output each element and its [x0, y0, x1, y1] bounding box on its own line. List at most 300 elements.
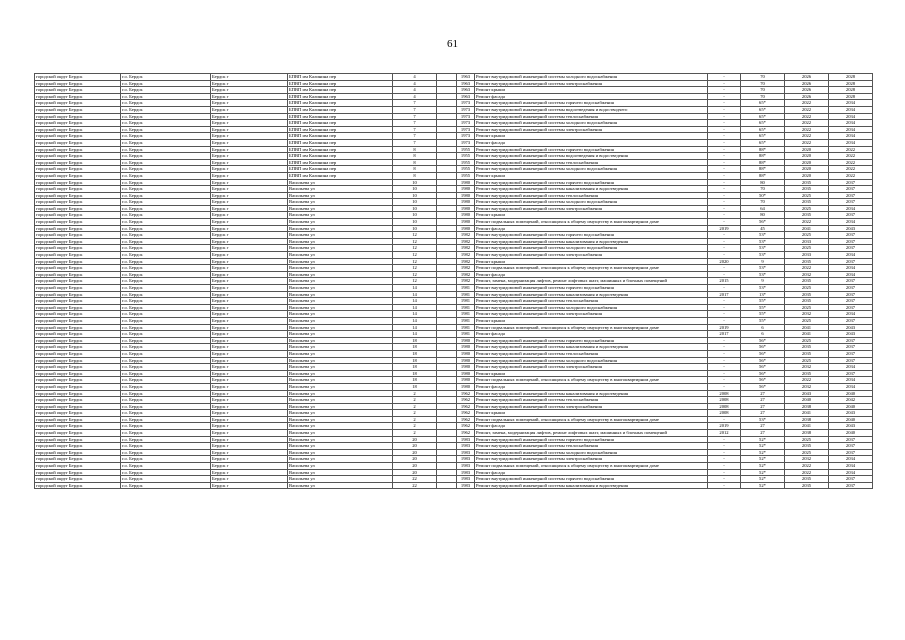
cell-wear-percent: 88*	[741, 146, 785, 153]
cell-district: городской округ Бердск	[35, 390, 121, 397]
cell-street: Васильева ул	[288, 285, 393, 292]
cell-last-repair-year: -	[708, 179, 741, 186]
cell-building	[437, 397, 457, 404]
cell-last-repair-year: -	[708, 106, 741, 113]
cell-wear-percent: 53*	[741, 285, 785, 292]
cell-plan-end: 2037	[829, 199, 873, 206]
cell-house: 14	[393, 291, 437, 298]
cell-year: 1982	[457, 265, 475, 272]
cell-wear-percent: 56*	[741, 219, 785, 226]
cell-settlement: Бердск г	[211, 212, 288, 219]
cell-municipality: г.о. Бердск	[121, 410, 211, 417]
cell-work-type: Ремонт внутридомовой инженерной системы канализования и водоотведения	[475, 291, 708, 298]
cell-last-repair-year: 2008	[708, 397, 741, 404]
cell-district: городской округ Бердск	[35, 377, 121, 384]
cell-wear-percent: 53*	[741, 245, 785, 252]
cell-house: 4	[393, 87, 437, 94]
cell-plan-end: 2034	[829, 311, 873, 318]
cell-district: городской округ Бердск	[35, 324, 121, 331]
cell-municipality: г.о. Бердск	[121, 436, 211, 443]
cell-settlement: Бердск г	[211, 238, 288, 245]
cell-street: Васильева ул	[288, 456, 393, 463]
cell-last-repair-year: -	[708, 271, 741, 278]
cell-street: Васильева ул	[288, 344, 393, 351]
cell-last-repair-year: -	[708, 436, 741, 443]
table-row	[35, 179, 873, 186]
cell-wear-percent: 52*	[741, 456, 785, 463]
cell-work-type: Ремонт внутридомовой инженерной системы канализования и водоотведения	[475, 390, 708, 397]
cell-plan-end: 2034	[829, 219, 873, 226]
cell-municipality: г.о. Бердск	[121, 397, 211, 404]
cell-wear-percent: 27	[741, 390, 785, 397]
cell-plan-start: 2025	[785, 436, 829, 443]
cell-wear-percent: 88*	[741, 172, 785, 179]
cell-district: городской округ Бердск	[35, 245, 121, 252]
cell-work-type: Ремонт крыши	[475, 410, 708, 417]
cell-year: 1982	[457, 238, 475, 245]
cell-last-repair-year: -	[708, 443, 741, 450]
cell-year: 1962	[457, 403, 475, 410]
cell-district: городской округ Бердск	[35, 350, 121, 357]
cell-street: БПВП им Калинина пер	[288, 166, 393, 173]
table-row	[35, 416, 873, 423]
cell-year: 1980	[457, 192, 475, 199]
cell-year: 1982	[457, 258, 475, 265]
table-row	[35, 463, 873, 470]
cell-district: городской округ Бердск	[35, 416, 121, 423]
cell-settlement: Бердск г	[211, 179, 288, 186]
table-row	[35, 311, 873, 318]
cell-wear-percent: 56*	[741, 383, 785, 390]
cell-municipality: г.о. Бердск	[121, 271, 211, 278]
table-row	[35, 278, 873, 285]
cell-district: городской округ Бердск	[35, 278, 121, 285]
table-row	[35, 482, 873, 489]
cell-house: 7	[393, 106, 437, 113]
cell-municipality: г.о. Бердск	[121, 192, 211, 199]
cell-wear-percent: 53*	[741, 416, 785, 423]
cell-district: городской округ Бердск	[35, 331, 121, 338]
cell-plan-end: 2037	[829, 370, 873, 377]
cell-building	[437, 232, 457, 239]
cell-settlement: Бердск г	[211, 416, 288, 423]
cell-street: БПВП им Калинина пер	[288, 139, 393, 146]
cell-year: 1962	[457, 410, 475, 417]
cell-last-repair-year: 2012	[708, 430, 741, 437]
cell-wear-percent: 52*	[741, 469, 785, 476]
cell-house: 14	[393, 285, 437, 292]
cell-municipality: г.о. Бердск	[121, 225, 211, 232]
cell-municipality: г.о. Бердск	[121, 74, 211, 81]
cell-year: 1980	[457, 205, 475, 212]
cell-plan-start: 2026	[785, 93, 829, 100]
cell-wear-percent: 70	[741, 199, 785, 206]
table-row	[35, 397, 873, 404]
cell-plan-end: 2034	[829, 133, 873, 140]
cell-building	[437, 476, 457, 483]
cell-municipality: г.о. Бердск	[121, 87, 211, 94]
cell-district: городской округ Бердск	[35, 403, 121, 410]
cell-year: 1981	[457, 304, 475, 311]
cell-plan-start: 2043	[785, 390, 829, 397]
cell-building	[437, 383, 457, 390]
cell-plan-start: 2026	[785, 74, 829, 81]
cell-municipality: г.о. Бердск	[121, 153, 211, 160]
cell-plan-end: 2022	[829, 166, 873, 173]
cell-wear-percent: 55*	[741, 311, 785, 318]
cell-settlement: Бердск г	[211, 357, 288, 364]
cell-year: 1981	[457, 298, 475, 305]
cell-house: 2	[393, 397, 437, 404]
cell-year: 1980	[457, 377, 475, 384]
cell-plan-end: 2037	[829, 232, 873, 239]
cell-plan-start: 2022	[785, 377, 829, 384]
cell-plan-start: 2035	[785, 199, 829, 206]
cell-plan-start: 2041	[785, 331, 829, 338]
cell-plan-start: 2022	[785, 463, 829, 470]
cell-work-type: Ремонт внутридомовой инженерной системы горячего водоснабжения	[475, 337, 708, 344]
cell-wear-percent: 64	[741, 205, 785, 212]
cell-year: 1980	[457, 370, 475, 377]
cell-municipality: г.о. Бердск	[121, 449, 211, 456]
cell-year: 1981	[457, 317, 475, 324]
cell-wear-percent: 52*	[741, 476, 785, 483]
cell-plan-start: 2022	[785, 106, 829, 113]
cell-street: Васильева ул	[288, 357, 393, 364]
cell-building	[437, 245, 457, 252]
cell-district: городской округ Бердск	[35, 311, 121, 318]
cell-building	[437, 403, 457, 410]
cell-house: 18	[393, 364, 437, 371]
cell-wear-percent: 53*	[741, 271, 785, 278]
cell-district: городской округ Бердск	[35, 139, 121, 146]
cell-year: 1980	[457, 364, 475, 371]
cell-district: городской округ Бердск	[35, 106, 121, 113]
cell-last-repair-year: -	[708, 265, 741, 272]
cell-year: 1973	[457, 106, 475, 113]
cell-work-type: Ремонт подвальных помещений, относящихся к общему имуществу в многоквартирном доме	[475, 265, 708, 272]
cell-plan-start: 2038	[785, 416, 829, 423]
cell-work-type: Ремонт внутридомовой инженерной системы электроснабжения	[475, 364, 708, 371]
table-row	[35, 252, 873, 259]
table-row	[35, 383, 873, 390]
cell-year: 1983	[457, 449, 475, 456]
cell-municipality: г.о. Бердск	[121, 416, 211, 423]
cell-house: 18	[393, 337, 437, 344]
cell-settlement: Бердск г	[211, 271, 288, 278]
cell-district: городской округ Бердск	[35, 482, 121, 489]
cell-plan-end: 2043	[829, 324, 873, 331]
cell-year: 1980	[457, 337, 475, 344]
cell-wear-percent: 27	[741, 397, 785, 404]
cell-plan-end: 2022	[829, 146, 873, 153]
cell-street: Васильева ул	[288, 324, 393, 331]
cell-street: Васильева ул	[288, 410, 393, 417]
cell-street: БПВП им Калинина пер	[288, 172, 393, 179]
cell-last-repair-year: -	[708, 449, 741, 456]
cell-settlement: Бердск г	[211, 463, 288, 470]
cell-year: 1981	[457, 291, 475, 298]
cell-building	[437, 212, 457, 219]
cell-house: 20	[393, 463, 437, 470]
table-row	[35, 377, 873, 384]
cell-year: 1973	[457, 120, 475, 127]
cell-street: Васильева ул	[288, 350, 393, 357]
cell-work-type: Ремонт внутридомовой инженерной системы холодного водоснабжения	[475, 357, 708, 364]
cell-work-type: Ремонт крыши	[475, 370, 708, 377]
cell-municipality: г.о. Бердск	[121, 106, 211, 113]
cell-settlement: Бердск г	[211, 331, 288, 338]
cell-last-repair-year: -	[708, 238, 741, 245]
cell-wear-percent: 80	[741, 212, 785, 219]
cell-building	[437, 390, 457, 397]
cell-house: 20	[393, 443, 437, 450]
cell-wear-percent: 56*	[741, 377, 785, 384]
cell-building	[437, 370, 457, 377]
cell-district: городской округ Бердск	[35, 159, 121, 166]
cell-settlement: Бердск г	[211, 364, 288, 371]
cell-municipality: г.о. Бердск	[121, 265, 211, 272]
cell-street: БПВП им Калинина пер	[288, 133, 393, 140]
cell-settlement: Бердск г	[211, 456, 288, 463]
cell-municipality: г.о. Бердск	[121, 172, 211, 179]
cell-plan-end: 2034	[829, 469, 873, 476]
cell-year: 1982	[457, 232, 475, 239]
cell-last-repair-year: -	[708, 205, 741, 212]
cell-district: городской округ Бердск	[35, 212, 121, 219]
cell-plan-start: 2025	[785, 192, 829, 199]
cell-last-repair-year: -	[708, 252, 741, 259]
cell-settlement: Бердск г	[211, 232, 288, 239]
cell-settlement: Бердск г	[211, 390, 288, 397]
table-row	[35, 113, 873, 120]
cell-year: 1980	[457, 344, 475, 351]
cell-district: городской округ Бердск	[35, 146, 121, 153]
cell-work-type: Ремонт внутридомовой инженерной системы горячего водоснабжения	[475, 476, 708, 483]
cell-plan-end: 2022	[829, 159, 873, 166]
cell-plan-start: 2040	[785, 397, 829, 404]
cell-building	[437, 258, 457, 265]
table-row	[35, 265, 873, 272]
cell-house: 22	[393, 476, 437, 483]
cell-plan-start: 2025	[785, 449, 829, 456]
cell-municipality: г.о. Бердск	[121, 252, 211, 259]
cell-wear-percent: 55*	[741, 298, 785, 305]
cell-plan-start: 2035	[785, 482, 829, 489]
cell-wear-percent: 65*	[741, 139, 785, 146]
cell-district: городской округ Бердск	[35, 364, 121, 371]
cell-house: 14	[393, 324, 437, 331]
cell-plan-end: 2037	[829, 344, 873, 351]
cell-settlement: Бердск г	[211, 120, 288, 127]
cell-settlement: Бердск г	[211, 285, 288, 292]
cell-wear-percent: 52*	[741, 482, 785, 489]
cell-building	[437, 423, 457, 430]
cell-work-type: Ремонт крыши	[475, 133, 708, 140]
cell-last-repair-year: -	[708, 192, 741, 199]
cell-last-repair-year: -	[708, 357, 741, 364]
cell-settlement: Бердск г	[211, 186, 288, 193]
cell-building	[437, 205, 457, 212]
cell-municipality: г.о. Бердск	[121, 285, 211, 292]
cell-plan-end: 2037	[829, 278, 873, 285]
cell-work-type: Ремонт внутридомовой инженерной системы теплоснабжения	[475, 350, 708, 357]
cell-settlement: Бердск г	[211, 265, 288, 272]
cell-year: 1982	[457, 252, 475, 259]
cell-plan-start: 2041	[785, 324, 829, 331]
cell-municipality: г.о. Бердск	[121, 120, 211, 127]
cell-district: городской округ Бердск	[35, 232, 121, 239]
cell-work-type: Ремонт фасада	[475, 93, 708, 100]
table-row	[35, 357, 873, 364]
cell-municipality: г.о. Бердск	[121, 311, 211, 318]
cell-district: городской округ Бердск	[35, 370, 121, 377]
cell-building	[437, 271, 457, 278]
cell-street: Васильева ул	[288, 311, 393, 318]
cell-settlement: Бердск г	[211, 403, 288, 410]
cell-house: 8	[393, 146, 437, 153]
cell-house: 12	[393, 245, 437, 252]
cell-wear-percent: 52*	[741, 436, 785, 443]
cell-settlement: Бердск г	[211, 370, 288, 377]
table-row	[35, 423, 873, 430]
cell-plan-end: 2043	[829, 423, 873, 430]
cell-house: 10	[393, 205, 437, 212]
cell-wear-percent: 52*	[741, 443, 785, 450]
cell-plan-start: 2022	[785, 219, 829, 226]
cell-building	[437, 153, 457, 160]
table-row	[35, 317, 873, 324]
cell-district: городской округ Бердск	[35, 258, 121, 265]
cell-wear-percent: 52*	[741, 449, 785, 456]
cell-work-type: Ремонт внутридомовой инженерной системы холодного водоснабжения	[475, 74, 708, 81]
cell-last-repair-year: -	[708, 93, 741, 100]
cell-last-repair-year: 2017	[708, 331, 741, 338]
table-row	[35, 430, 873, 437]
cell-building	[437, 350, 457, 357]
cell-plan-start: 2035	[785, 278, 829, 285]
cell-plan-start: 2022	[785, 139, 829, 146]
cell-work-type: Ремонт крыши	[475, 317, 708, 324]
cell-building	[437, 192, 457, 199]
cell-work-type: Ремонт крыши	[475, 172, 708, 179]
table-row	[35, 298, 873, 305]
cell-settlement: Бердск г	[211, 159, 288, 166]
cell-settlement: Бердск г	[211, 74, 288, 81]
table-row	[35, 390, 873, 397]
cell-work-type: Ремонт фасада	[475, 225, 708, 232]
cell-settlement: Бердск г	[211, 278, 288, 285]
cell-year: 1980	[457, 199, 475, 206]
cell-last-repair-year: -	[708, 87, 741, 94]
cell-building	[437, 285, 457, 292]
table-body	[35, 74, 873, 489]
cell-district: городской округ Бердск	[35, 410, 121, 417]
cell-work-type: Ремонт фасада	[475, 469, 708, 476]
cell-municipality: г.о. Бердск	[121, 205, 211, 212]
cell-street: БПВП им Калинина пер	[288, 153, 393, 160]
cell-street: Васильева ул	[288, 212, 393, 219]
cell-plan-end: 2037	[829, 482, 873, 489]
cell-building	[437, 377, 457, 384]
cell-building	[437, 106, 457, 113]
cell-work-type: Ремонт внутридомовой инженерной системы теплоснабжения	[475, 192, 708, 199]
cell-plan-start: 2041	[785, 423, 829, 430]
table-row	[35, 456, 873, 463]
cell-plan-end: 2040	[829, 390, 873, 397]
cell-year: 1955	[457, 153, 475, 160]
cell-street: Васильева ул	[288, 192, 393, 199]
cell-year: 1982	[457, 278, 475, 285]
cell-street: Васильева ул	[288, 291, 393, 298]
cell-building	[437, 172, 457, 179]
cell-building	[437, 80, 457, 87]
cell-settlement: Бердск г	[211, 139, 288, 146]
page-number: 61	[447, 38, 458, 50]
cell-settlement: Бердск г	[211, 219, 288, 226]
cell-house: 12	[393, 252, 437, 259]
cell-building	[437, 331, 457, 338]
cell-street: БПВП им Калинина пер	[288, 87, 393, 94]
cell-year: 1973	[457, 133, 475, 140]
cell-work-type: Ремонт фасада	[475, 383, 708, 390]
cell-work-type: Ремонт внутридомовой инженерной системы канализования и водоотведения	[475, 482, 708, 489]
cell-house: 10	[393, 212, 437, 219]
cell-municipality: г.о. Бердск	[121, 298, 211, 305]
cell-last-repair-year: -	[708, 337, 741, 344]
cell-district: городской округ Бердск	[35, 463, 121, 470]
cell-district: городской округ Бердск	[35, 238, 121, 245]
table-row	[35, 245, 873, 252]
cell-plan-end: 2034	[829, 271, 873, 278]
cell-house: 18	[393, 383, 437, 390]
cell-municipality: г.о. Бердск	[121, 423, 211, 430]
cell-wear-percent: 65*	[741, 100, 785, 107]
cell-plan-start: 2025	[785, 232, 829, 239]
cell-street: Васильева ул	[288, 179, 393, 186]
table-row	[35, 238, 873, 245]
cell-municipality: г.о. Бердск	[121, 476, 211, 483]
cell-last-repair-year: -	[708, 80, 741, 87]
cell-wear-percent: 65*	[741, 126, 785, 133]
cell-wear-percent: 27	[741, 423, 785, 430]
cell-district: городской округ Бердск	[35, 476, 121, 483]
cell-plan-start: 2033	[785, 238, 829, 245]
cell-last-repair-year: -	[708, 133, 741, 140]
cell-street: Васильева ул	[288, 436, 393, 443]
cell-plan-start: 2032	[785, 271, 829, 278]
cell-district: городской округ Бердск	[35, 252, 121, 259]
table-row	[35, 291, 873, 298]
cell-street: Васильева ул	[288, 225, 393, 232]
cell-year: 1962	[457, 390, 475, 397]
cell-district: городской округ Бердск	[35, 199, 121, 206]
cell-municipality: г.о. Бердск	[121, 364, 211, 371]
cell-house: 10	[393, 225, 437, 232]
cell-work-type: Ремонт внутридомовой инженерной системы теплоснабжения	[475, 443, 708, 450]
table-row	[35, 212, 873, 219]
cell-district: городской округ Бердск	[35, 205, 121, 212]
cell-plan-start: 2035	[785, 298, 829, 305]
cell-building	[437, 166, 457, 173]
table-row	[35, 304, 873, 311]
cell-last-repair-year: -	[708, 364, 741, 371]
cell-year: 1973	[457, 113, 475, 120]
cell-street: БПВП им Калинина пер	[288, 74, 393, 81]
cell-plan-start: 2025	[785, 337, 829, 344]
cell-house: 2	[393, 410, 437, 417]
cell-street: Васильева ул	[288, 219, 393, 226]
